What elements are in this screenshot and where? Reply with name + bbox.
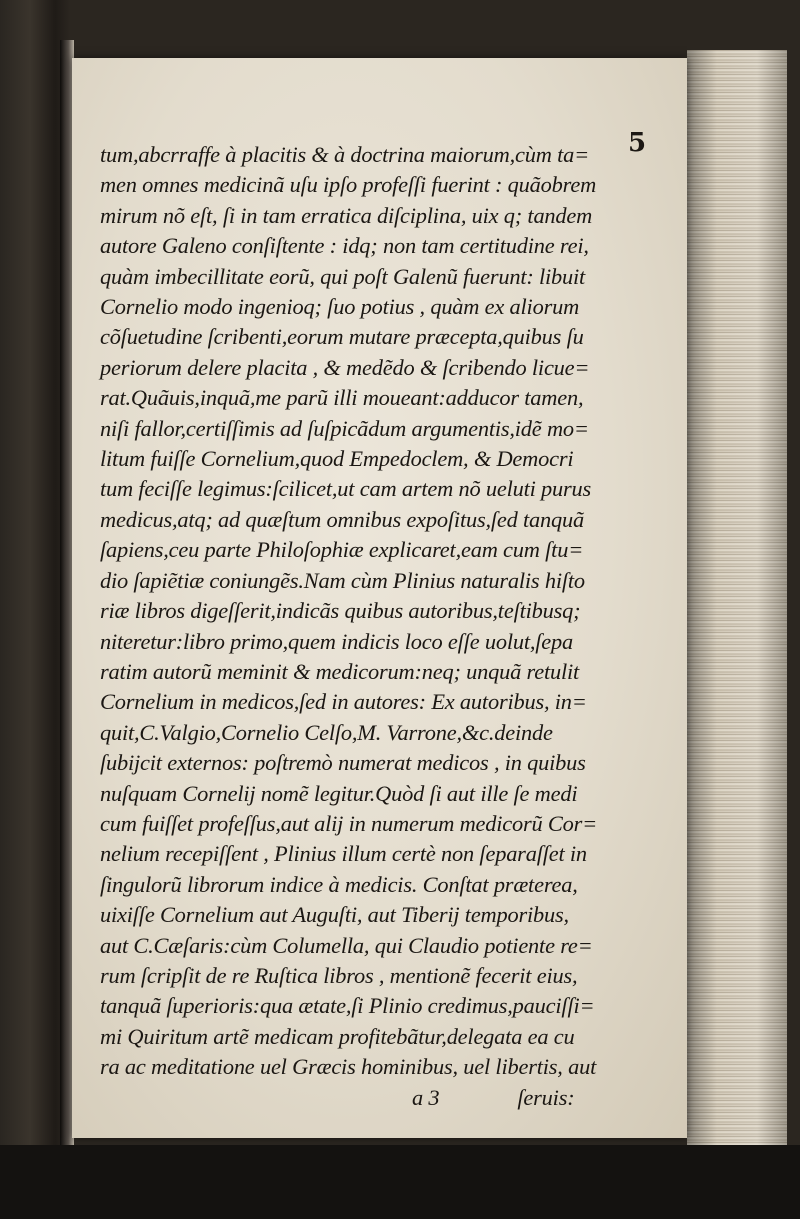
text-line: dio ſapiẽtiæ coniungẽs.Nam cùm Plinius naturalis hiſto	[100, 567, 585, 593]
body-text	[100, 140, 700, 1113]
text-line: rum ſcripſit de re Ruſtica libros , mentionẽ fecerit eius,	[100, 962, 578, 988]
text-line: riæ libros digeſſerit,indicãs quibus autoribus,teſtibusq;	[100, 598, 581, 624]
text-line: ſubijcit externos: poſtremò numerat medicos , in quibus	[100, 750, 586, 776]
text-line: mi Quiritum artẽ medicam profitebãtur,delegata ea cu	[100, 1023, 575, 1049]
text-line: cum fuiſſet profeſſus,aut alij in numerum medicorũ Cor=	[100, 810, 598, 836]
text-line: quàm imbecillitate eorũ, qui poſt Galenũ fuerunt: libuit	[100, 263, 586, 289]
text-line: mirum nõ eſt, ſi in tam erratica diſciplina, uix q; tandem	[100, 202, 593, 228]
text-line: autore Galeno conſiſtente : idq; non tam certitudine rei,	[100, 233, 589, 259]
text-line: litum fuiſſe Cornelium,quod Empedoclem, & Democri	[100, 446, 574, 472]
text-line: nuſquam Cornelij nomẽ legitur.Quòd ſi aut ille ſe medi	[100, 780, 578, 806]
text-line: Cornelio modo ingenioq; ſuo potius , quàm ex aliorum	[100, 294, 580, 320]
text-line: ſapiens,ceu parte Philoſophiæ explicaret,eam cum ſtu=	[100, 537, 584, 563]
text-line: Cornelium in medicos,ſed in autores: Ex autoribus, in=	[100, 689, 587, 715]
text-line: aut C.Cæſaris:cùm Columella, qui Claudio potiente re=	[100, 932, 593, 958]
text-line: niſi fallor,certiſſimis ad ſuſpicãdum argumentis,idẽ mo=	[100, 415, 589, 441]
text-line: quit,C.Valgio,Cornelio Celſo,M. Varrone,&c.deinde	[100, 719, 553, 745]
text-line: tanquã ſuperioris:qua ætate,ſi Plinio credimus,pauciſſi=	[100, 993, 595, 1019]
text-line: men omnes medicinã uſu ipſo profeſſi fuerint : quãobrem	[100, 172, 597, 198]
text-line: tum feciſſe legimus:ſcilicet,ut cam artem nõ ueluti purus	[100, 476, 592, 502]
text-line: cõſuetudine ſcribenti,eorum mutare præcepta,quibus ſu	[100, 324, 584, 350]
page-edges	[687, 50, 787, 1160]
text-line: periorum delere placita , & medẽdo & ſcribendo licue=	[100, 354, 590, 380]
text-line: ra ac meditatione uel Græcis hominibus, uel libertis, aut	[100, 1054, 597, 1080]
text-line: niteretur:libro primo,quem indicis loco eſſe uolut,ſepa	[100, 628, 574, 654]
text-line: uixiſſe Cornelium aut Auguſti, aut Tiberij temporibus,	[100, 902, 569, 928]
signature-line	[100, 1083, 700, 1113]
text-line: rat.Quãuis,inquã,me parũ illi moueant:adducor tamen,	[100, 385, 584, 411]
table-surface	[0, 1145, 800, 1219]
page-number: 5	[628, 128, 647, 158]
text-line: nelium recepiſſent , Plinius illum certè non ſeparaſſet in	[100, 841, 587, 867]
signature-mark: a 3	[412, 1084, 440, 1110]
text-line: ratim autorũ meminit & medicorum:neq; unquã retulit	[100, 658, 580, 684]
text-line: medicus,atq; ad quæſtum omnibus expoſitus,ſed tanquã	[100, 506, 585, 532]
text-line: tum,abcrraffe à placitis & à doctrina maiorum,cùm ta=	[100, 142, 589, 167]
text-line: ſingulorũ librorum indice à medicis. Conſtat præterea,	[100, 871, 578, 897]
catchword: ſeruis:	[517, 1084, 575, 1110]
